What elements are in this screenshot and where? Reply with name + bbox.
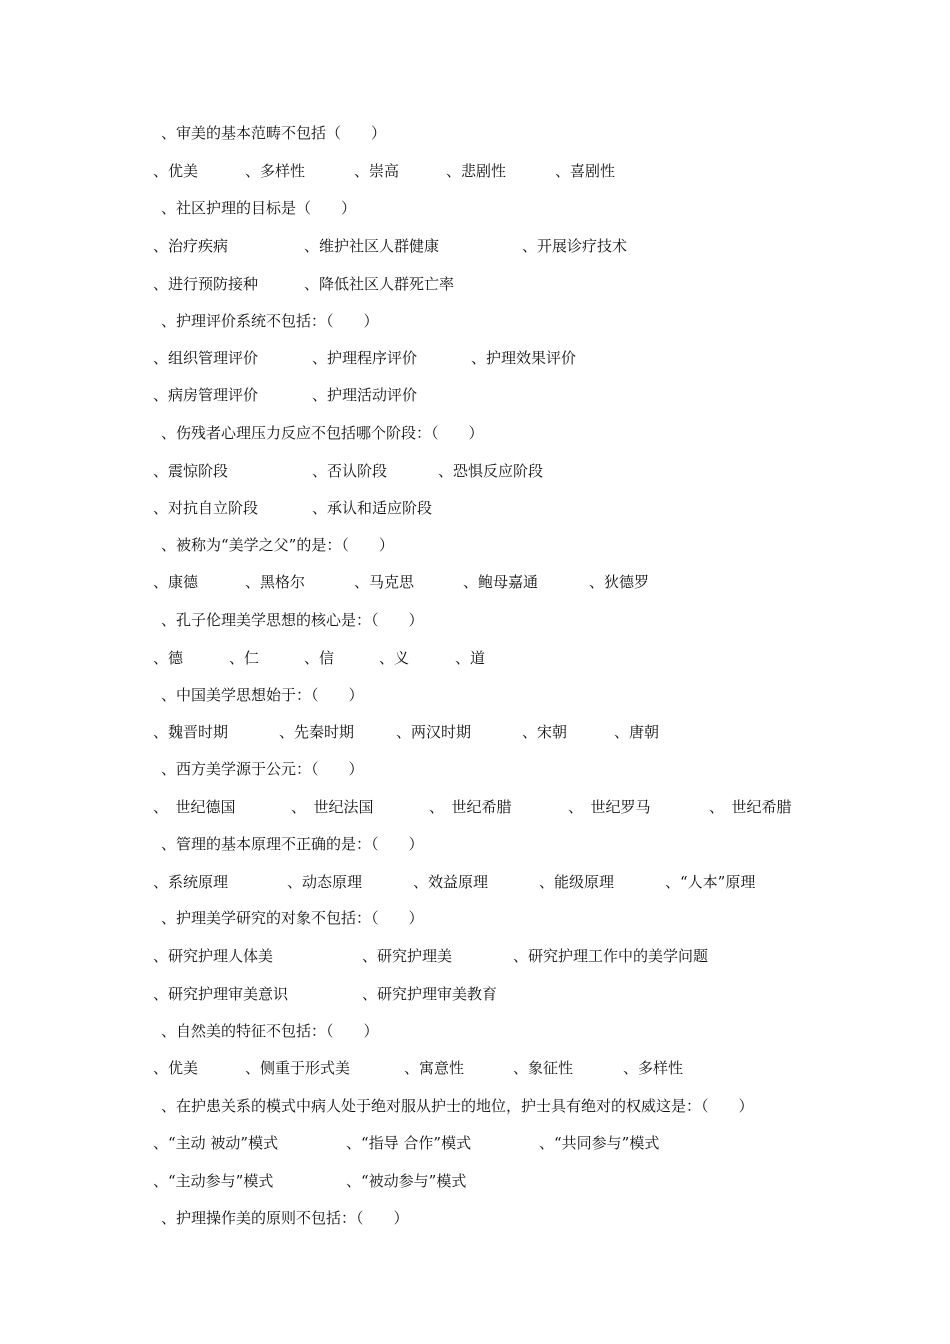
option-e: 、多样性 [623, 1059, 684, 1077]
question-1-options [0, 161, 950, 181]
question-12-options-row-1 [0, 1133, 950, 1153]
question-6-stem: 、孔子伦理美学思想的核心是：（ ） [161, 611, 424, 629]
option-e: 、降低社区人群死亡率 [304, 275, 455, 293]
option-c: 、 世纪希腊 [429, 798, 512, 816]
option-b: 、“指导 合作”模式 [346, 1134, 472, 1152]
option-b: 、先秦时期 [279, 723, 355, 741]
question-2-options-row-2 [0, 274, 950, 294]
question-12-stem: 、在护患关系的模式中病人处于绝对服从护士的地位，护士具有绝对的权威这是：（ ） [161, 1097, 754, 1115]
option-a: 、组织管理评价 [153, 349, 259, 367]
question-8-options [0, 797, 950, 817]
option-a: 、优美 [153, 162, 199, 180]
option-b: 、研究护理美 [362, 947, 453, 965]
option-b: 、护理程序评价 [312, 349, 418, 367]
option-b: 、否认阶段 [312, 462, 388, 480]
question-4-options-row-2 [0, 498, 950, 518]
option-d: 、对抗自立阶段 [153, 499, 259, 517]
question-7-options [0, 722, 950, 742]
option-a: 、治疗疾病 [153, 237, 229, 255]
option-d: 、悲剧性 [446, 162, 507, 180]
option-e: 、研究护理审美教育 [362, 985, 498, 1003]
option-c: 、效益原理 [413, 873, 489, 891]
option-e: 、狄德罗 [589, 573, 650, 591]
question-9-options [0, 872, 950, 892]
question-3-stem: 、护理评价系统不包括：（ ） [161, 312, 379, 330]
option-b: 、维护社区人群健康 [304, 237, 440, 255]
question-3-options-row-2 [0, 385, 950, 405]
option-e: 、 世纪希腊 [709, 798, 792, 816]
option-d: 、“主动参与”模式 [153, 1172, 274, 1190]
option-d: 、宋朝 [522, 723, 568, 741]
option-d: 、义 [379, 649, 410, 667]
option-e: 、承认和适应阶段 [312, 499, 433, 517]
option-e: 、唐朝 [614, 723, 660, 741]
option-c: 、马克思 [354, 573, 415, 591]
question-5-options [0, 572, 950, 592]
option-b: 、侧重于形式美 [245, 1059, 351, 1077]
question-9-stem: 、管理的基本原理不正确的是：（ ） [161, 835, 424, 853]
option-e: 、道 [455, 649, 486, 667]
option-e: 、喜剧性 [555, 162, 616, 180]
option-c: 、“共同参与”模式 [539, 1134, 660, 1152]
option-a: 、震惊阶段 [153, 462, 229, 480]
option-d: 、进行预防接种 [153, 275, 259, 293]
option-e: 、“被动参与”模式 [346, 1172, 467, 1190]
option-c: 、两汉时期 [396, 723, 472, 741]
option-c: 、信 [304, 649, 335, 667]
option-a: 、优美 [153, 1059, 199, 1077]
question-10-options-row-2 [0, 984, 950, 1004]
option-b: 、动态原理 [287, 873, 363, 891]
option-d: 、象征性 [513, 1059, 574, 1077]
option-a: 、康德 [153, 573, 199, 591]
option-c: 、崇高 [354, 162, 400, 180]
question-11-options [0, 1058, 950, 1078]
option-d: 、鲍母嘉通 [463, 573, 539, 591]
option-b: 、 世纪法国 [291, 798, 374, 816]
option-c: 、护理效果评价 [471, 349, 577, 367]
option-a: 、系统原理 [153, 873, 229, 891]
option-c: 、开展诊疗技术 [522, 237, 628, 255]
option-d: 、研究护理审美意识 [153, 985, 289, 1003]
question-8-stem: 、西方美学源于公元：（ ） [161, 760, 364, 778]
question-2-stem: 、社区护理的目标是（ ） [161, 199, 357, 217]
option-e: 、护理活动评价 [312, 386, 418, 404]
option-a: 、研究护理人体美 [153, 947, 274, 965]
question-1-stem: 、审美的基本范畴不包括（ ） [161, 124, 387, 142]
option-d: 、病房管理评价 [153, 386, 259, 404]
option-d: 、 世纪罗马 [568, 798, 651, 816]
option-c: 、恐惧反应阶段 [438, 462, 544, 480]
option-b: 、多样性 [245, 162, 306, 180]
question-13-stem: 、护理操作美的原则不包括：（ ） [161, 1209, 409, 1227]
option-c: 、寓意性 [404, 1059, 465, 1077]
question-2-options-row-1 [0, 236, 950, 256]
option-e: 、“人本”原理 [665, 873, 756, 891]
question-4-stem: 、伤残者心理压力反应不包括哪个阶段：（ ） [161, 424, 484, 442]
option-c: 、研究护理工作中的美学问题 [513, 947, 709, 965]
option-a: 、“主动 被动”模式 [153, 1134, 279, 1152]
question-12-options-row-2 [0, 1171, 950, 1191]
question-10-stem: 、护理美学研究的对象不包括：（ ） [161, 909, 424, 927]
question-3-options-row-1 [0, 348, 950, 368]
question-11-stem: 、自然美的特征不包括：（ ） [161, 1022, 379, 1040]
option-a: 、 世纪德国 [153, 798, 236, 816]
option-a: 、魏晋时期 [153, 723, 229, 741]
question-6-options [0, 648, 950, 668]
option-b: 、黑格尔 [245, 573, 306, 591]
question-5-stem: 、被称为“美学之父”的是：（ ） [161, 536, 394, 554]
option-a: 、德 [153, 649, 184, 667]
question-4-options-row-1 [0, 461, 950, 481]
question-7-stem: 、中国美学思想始于：（ ） [161, 686, 364, 704]
option-b: 、仁 [229, 649, 260, 667]
option-d: 、能级原理 [539, 873, 615, 891]
question-10-options-row-1 [0, 946, 950, 966]
